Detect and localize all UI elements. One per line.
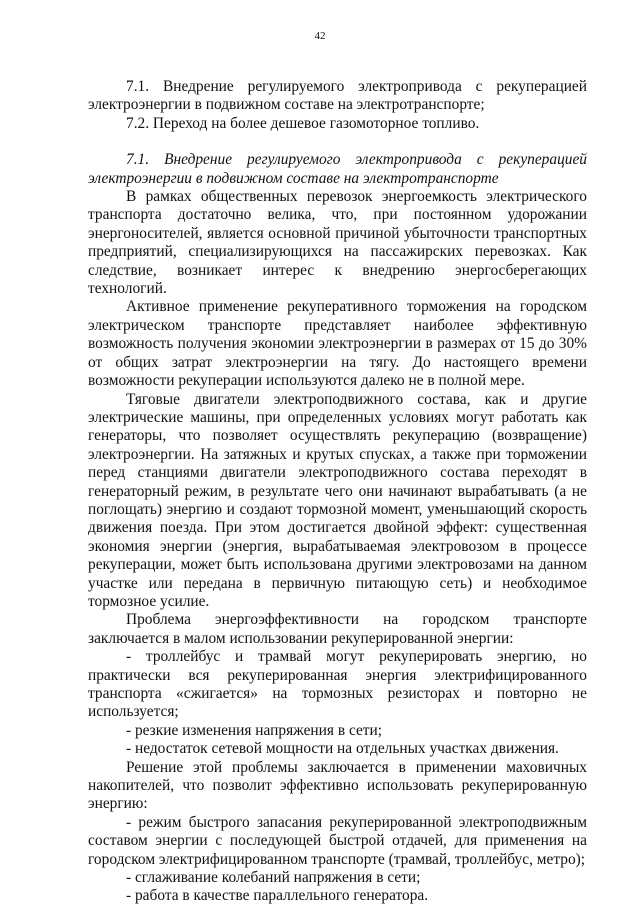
paragraph-solution: Решение этой проблемы заключается в применении маховичных накопителей, что позволит эффективно использовать рекуперированную энергию: [88,758,587,813]
toc-item-7-1: 7.1. Внедрение регулируемого электропривода с рекуперацией электроэнергии в подвижном составе на электротранспорте; [88,78,587,114]
solution-bullet: - режим быстрого запасания рекуперированной электроподвижным составом энергии с последующей быстрой отдачей, для применения на городском электрифицированном транспорте (трамвай, троллейбус, метро); [88,813,587,868]
problem-bullet: - троллейбус и трамвай могут рекуперировать энергию, но практически вся рекуперированная энергия электрифицированного транспорта «сжигается» на тормозных резисторах и повторно не используется; [88,648,587,721]
problem-bullet: - недостаток сетевой мощности на отдельных участках движения. [126,740,559,758]
solution-bullet: - работа в качестве параллельного генератора. [126,887,429,905]
paragraph-energy-intensity: В рамках общественных перевозок энергоемкость электрического транспорта достаточно велика, что, при постоянном удорожании энергоносителей, является основной причиной убыточности транспортных предприятий, специализирующихся на пассажирских перевозках. Как следствие, возникает интерес к внедрению энергосберегающих технологий. [88,188,587,298]
page-number: 42 [314,30,326,42]
paragraph-problem: Проблема энергоэффективности на городском транспорте заключается в малом использовании рекуперированной энергии: [88,611,587,647]
section-heading: 7.1. Внедрение регулируемого электропривода с рекуперацией электроэнергии в подвижном составе на электротранспорте [88,151,587,187]
paragraph-traction-motors: Тяговые двигатели электроподвижного состава, как и другие электрические машины, при определенных условиях могут работать как генераторы, что позволяет осуществлять рекуперацию (возвращение) электроэнергии. На затяжных и крутых спусках, а также при торможении перед станциями двигатели электроподвижного состава переходят в генераторный режим, в результате чего они начинают вырабатывать (а не поглощать) энергию и создают тормозной момент, уменьшающий скорость движения поезда. При этом достигается двойной эффект: существенная экономия энергии (энергия, вырабатываемая электровозом в процессе рекуперации, может быть использована другими электровозами на данном участке или передана в первичную питающую сеть) и необходимое тормозное усилие. [88,390,587,610]
problem-bullet: - резкие изменения напряжения в сети; [126,721,383,739]
page-content [88,78,587,906]
paragraph-regenerative-braking: Активное применение рекуперативного торможения на городском электрическом транспорте представляет наиболее эффективную возможность получения экономии электроэнергии в размерах от 15 до 30% от общих затрат электроэнергии на тягу. До настоящего времени возможности рекуперации используются далеко не в полной мере. [88,298,587,390]
toc-item-7-2: 7.2. Переход на более дешевое газомоторное топливо. [126,114,480,132]
solution-bullet: - сглаживание колебаний напряжения в сети; [126,869,421,887]
